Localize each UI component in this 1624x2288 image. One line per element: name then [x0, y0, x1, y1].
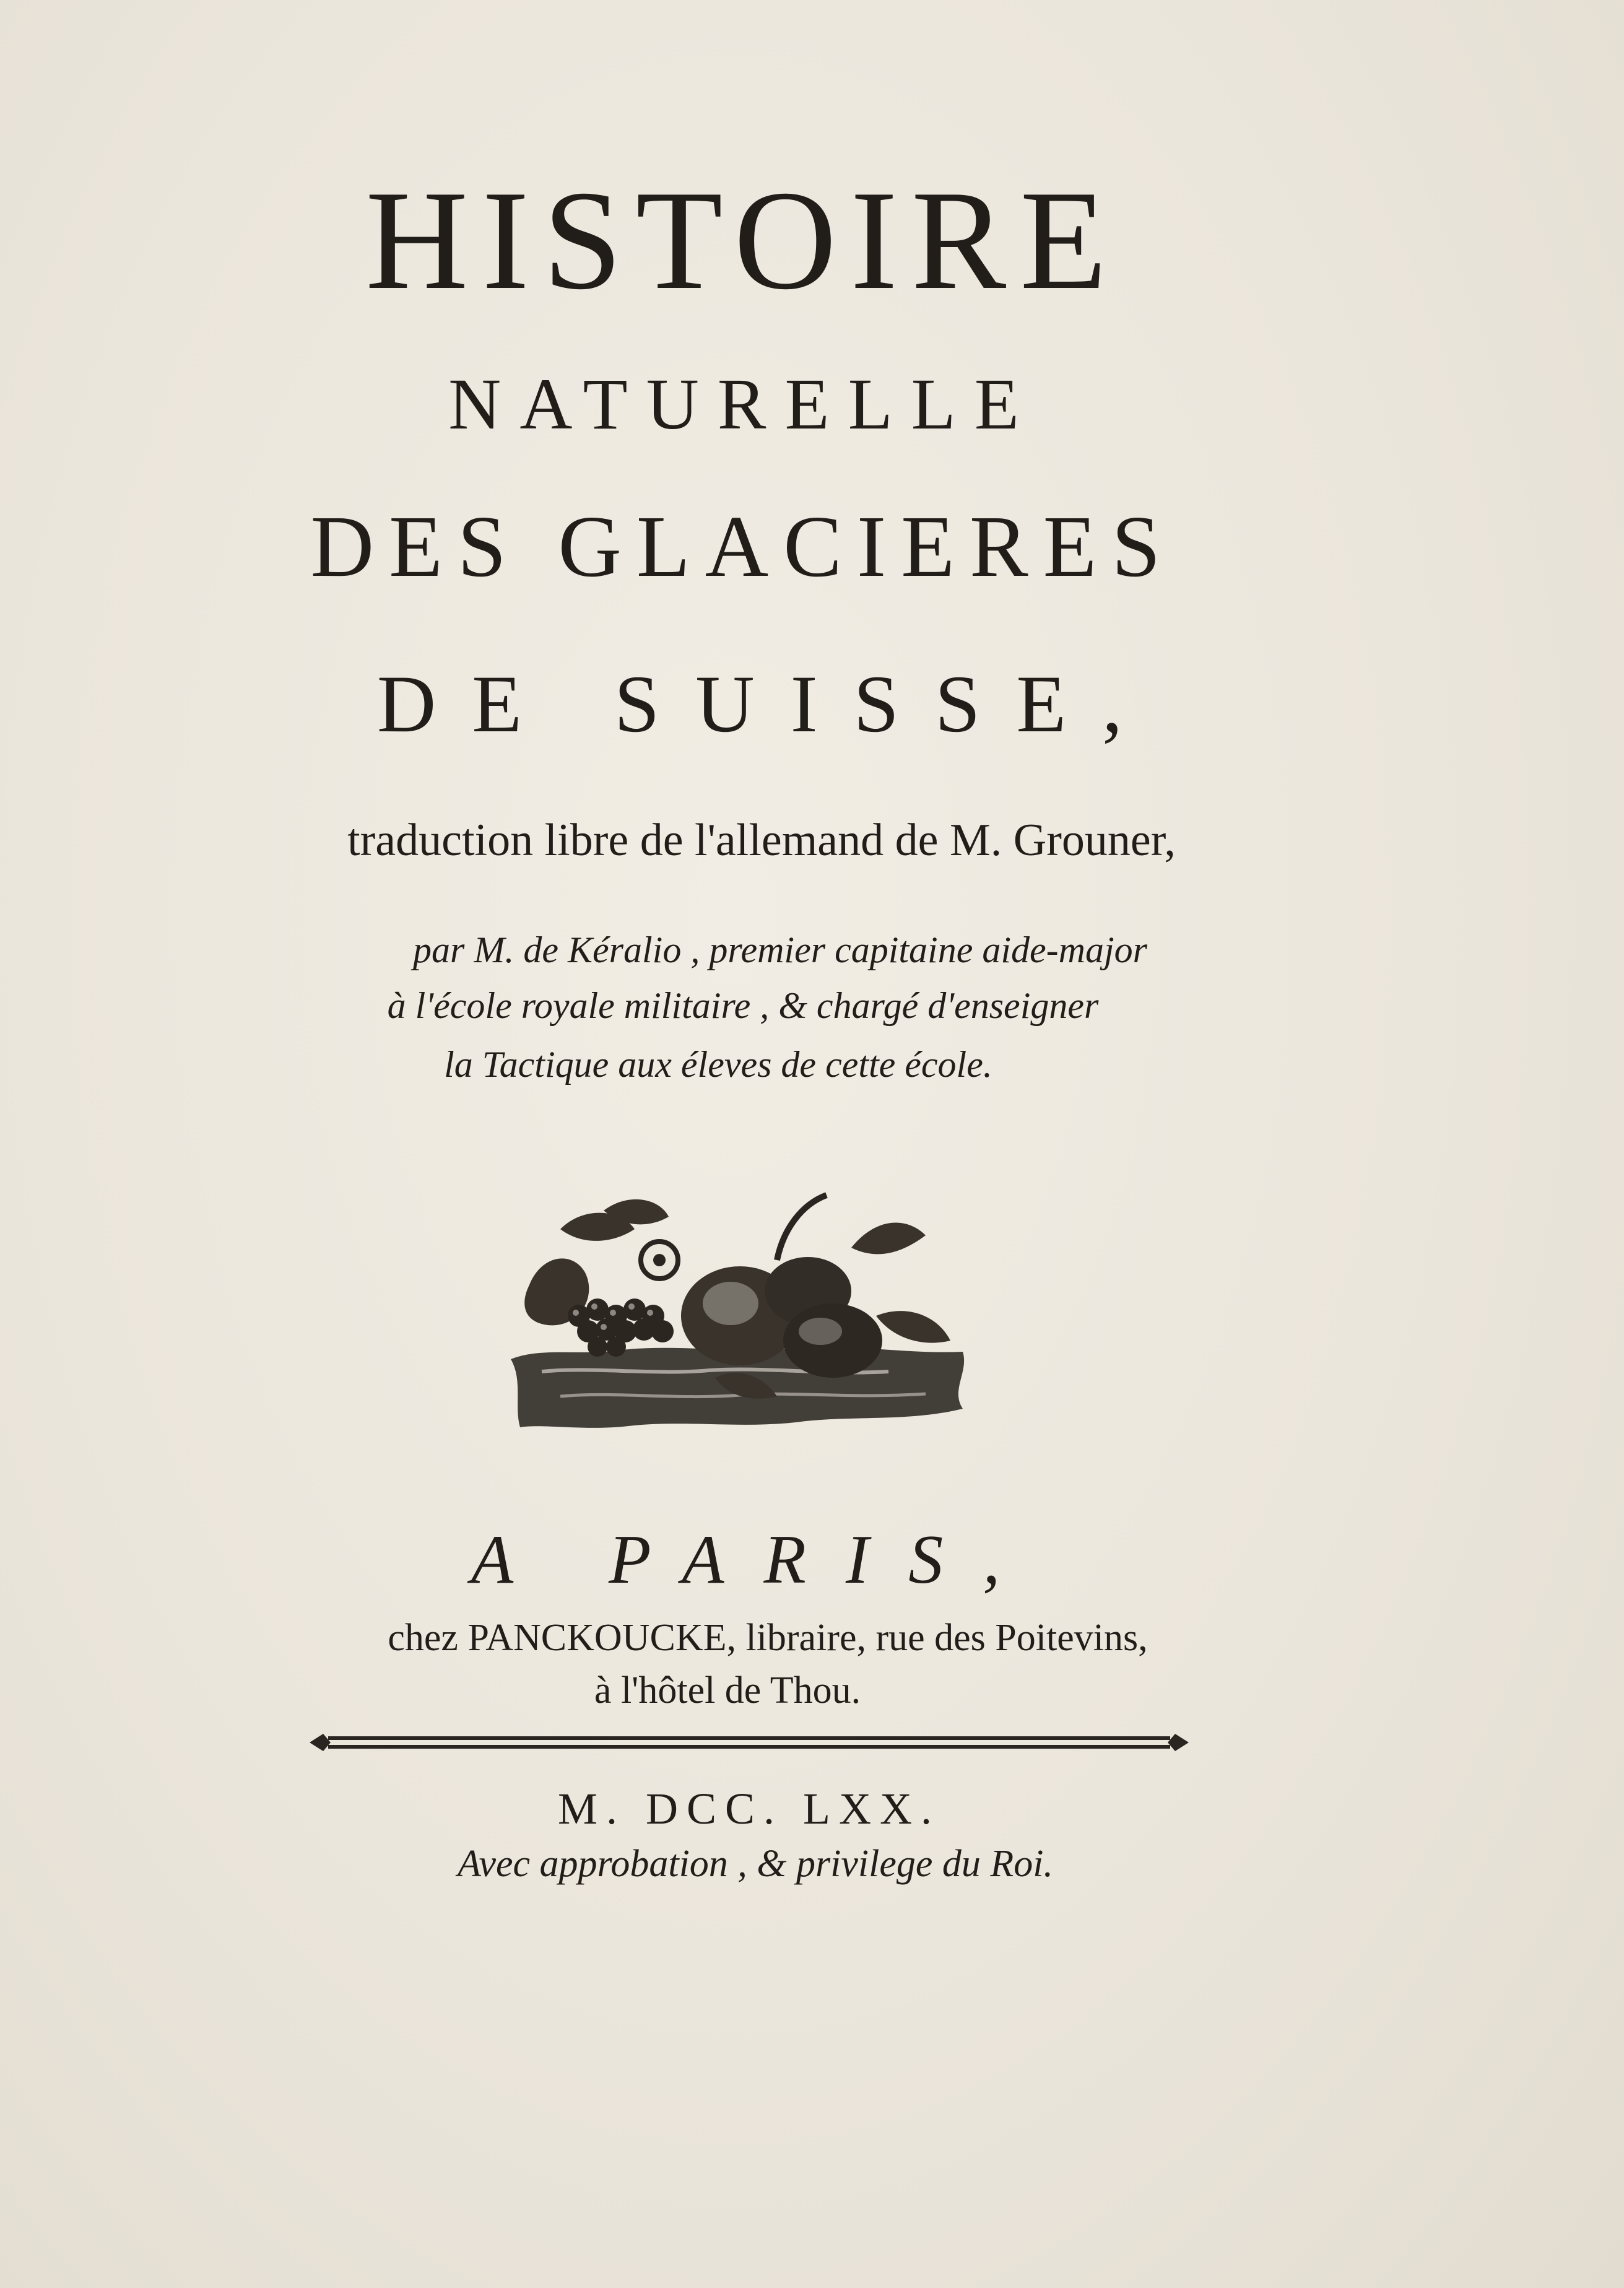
- title-des-glacieres: DES GLACIERES: [310, 497, 1176, 595]
- publisher-line-1: chez PANCKOUCKE, libraire, rue des Poitevins,: [388, 1617, 1148, 1659]
- author-line-2: à l'école royale militaire , & chargé d'enseigner: [387, 985, 1099, 1026]
- privilege-line: Avec approbation , & privilege du Roi.: [458, 1843, 1053, 1885]
- imprint-place: A PARIS,: [471, 1521, 1040, 1598]
- imprint-year: M. DCC. LXX.: [557, 1784, 941, 1833]
- ornamental-rule: [310, 1728, 1189, 1759]
- translation-credit: traduction libre de l'allemand de M. Grouner,: [347, 815, 1176, 866]
- title-naturelle: NATURELLE: [448, 363, 1038, 445]
- title-de-suisse: DE SUISSE,: [376, 658, 1159, 749]
- author-line-1: par M. de Kéralio , premier capitaine aide-major: [413, 929, 1147, 970]
- publisher-line-2: à l'hôtel de Thou.: [594, 1669, 861, 1712]
- author-line-3: la Tactique aux éleves de cette école.: [444, 1044, 992, 1085]
- title-histoire: HISTOIRE: [365, 161, 1121, 319]
- fruit-vignette-ornament: [505, 1192, 975, 1477]
